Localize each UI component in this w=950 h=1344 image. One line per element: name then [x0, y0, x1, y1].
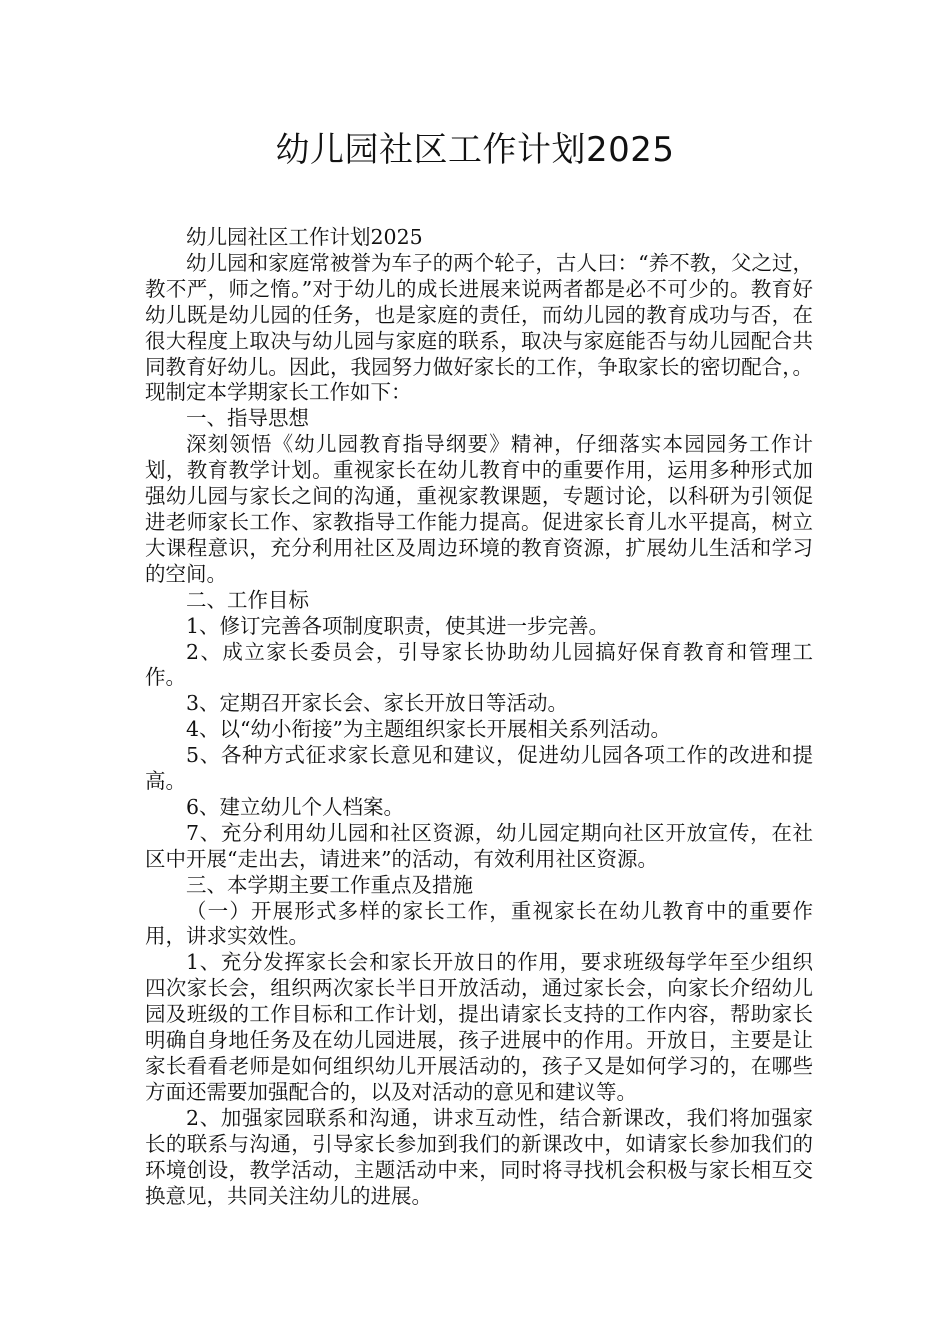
heading-work-goals: 二、工作目标 — [186, 587, 309, 612]
goal-item-4: 4、以“幼小衔接”为主题组织家长开展相关系列活动。 — [186, 717, 672, 742]
goal-item-3: 3、定期召开家长会、家长开放日等活动。 — [186, 691, 569, 716]
measure-item-2: 2、加强家园联系和沟通，讲求互动性，结合新课改，我们将加强家长的联系与沟通，引导家长参加到我们的新课改中，如请家长参加我们的环境创设，教学活动，主题活动中来，同时将寻找机会积极与家长相互交换意见，共同关注幼儿的进展。 — [145, 1105, 813, 1208]
goal-item-1: 1、修订完善各项制度职责，使其进一步完善。 — [186, 613, 610, 638]
measure-item-1: 1、充分发挥家长会和家长开放日的作用，要求班级每学年至少组织四次家长会，组织两次家长半日开放活动，通过家长会，向家长介绍幼儿园及班级的工作目标和工作计划，提出请家长支持的工作内容，帮助家长明确自身地任务及在幼儿园进展，孩子进展中的作用。开放日，主要是让家长看看老师是如何组织幼儿开展活动的，孩子又是如何学习的，在哪些方面还需要加强配合的，以及对活动的意见和建议等。 — [145, 950, 813, 1104]
document-body — [145, 225, 813, 1209]
goal-item-6: 6、建立幼儿个人档案。 — [186, 794, 405, 819]
paragraph-guiding-ideology: 深刻领悟《幼儿园教育指导纲要》精神，仔细落实本园园务工作计划，教育教学计划。重视家长在幼儿教育中的重要作用，运用多种形式加强幼儿园与家长之间的沟通，重视家教课题，专题讨论，以科研为引领促进老师家长工作、家教指导工作能力提高。促进家长育儿水平提高，树立大课程意识，充分利用社区及周边环境的教育资源，扩展幼儿生活和学习的空间。 — [145, 432, 813, 586]
goal-item-2: 2、成立家长委员会，引导家长协助幼儿园搞好保育教育和管理工作。 — [145, 639, 813, 690]
paragraph-subtitle: 幼儿园社区工作计划2025 — [186, 225, 423, 249]
goal-item-7: 7、充分利用幼儿园和社区资源，幼儿园定期向社区开放宣传，在社区中开展“走出去，请进来”的活动，有效利用社区资源。 — [145, 820, 813, 871]
paragraph-intro: 幼儿园和家庭常被誉为车子的两个轮子，古人曰：“养不教，父之过，教不严，师之惰。”对于幼儿的成长进展来说两者都是必不可少的。教育好幼儿既是幼儿园的任务，也是家庭的责任，而幼儿园的教育成功与否，在很大程度上取决与幼儿园与家庭的联系，取决与家庭能否与幼儿园配合共同教育好幼儿。因此，我园努力做好家长的工作，争取家长的密切配合，。现制定本学期家长工作如下： — [145, 250, 813, 405]
heading-guiding-ideology: 一、指导思想 — [186, 406, 309, 431]
subheading-parent-work: （一）开展形式多样的家长工作，重视家长在幼儿教育中的重要作用，讲求实效性。 — [145, 898, 813, 949]
goal-item-5: 5、各种方式征求家长意见和建议，促进幼儿园各项工作的改进和提高。 — [145, 743, 813, 794]
document-title: 幼儿园社区工作计划2025 — [275, 130, 675, 170]
heading-key-measures: 三、本学期主要工作重点及措施 — [186, 872, 473, 897]
